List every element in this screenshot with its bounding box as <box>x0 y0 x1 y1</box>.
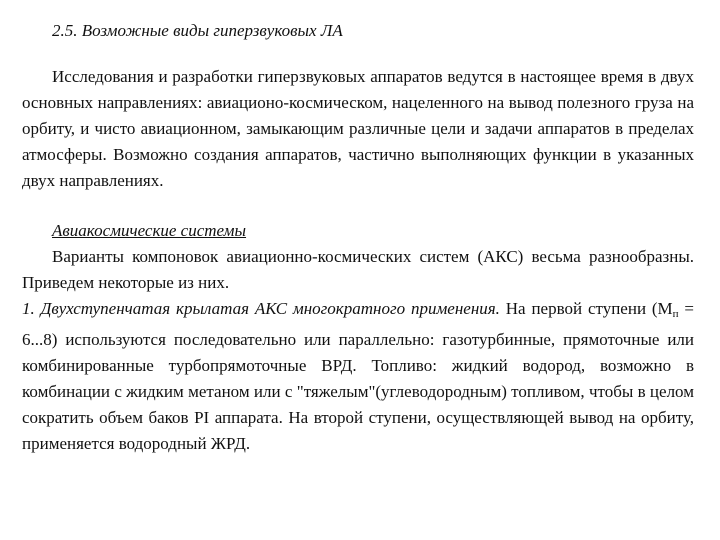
intro-paragraph: Исследования и разработки гиперзвуковых аппаратов ведутся в настоящее время в двух основных направлениях: авиационо-космическом, нацеленного на вывод полезного груза на орбиту, и чисто авиационном, замыкающим различные цели и задачи аппаратов в пределах атмосферы. Возможно создания аппаратов, частично выполняющих функции в указанных двух направлениях. <box>22 67 694 190</box>
section-heading: 2.5. Возможные виды гиперзвуковых ЛА <box>52 21 343 40</box>
document-page <box>22 20 694 457</box>
item-1-label: 1. Двухступенчатая крылатая АКС многократного применения. <box>22 299 500 318</box>
item-1-text-b: = 6...8) используются последовательно или параллельно: газотурбинные, прямоточные или комбинированные турбопрямоточные ВРД. Топливо: жидкий водород, возможно в комбинации с жидким метаном или с "тяжелым"(углеводородным) топливом, чтобы в целом сократить объем баков PI аппарата. На второй ступени, осуществляющей вывод на орбиту, применяется водородный ЖРД. <box>22 299 694 453</box>
variants-paragraph: Варианты компоновок авиационно-космических систем (АКС) весьма разнообразны. Приведем некоторые из них. <box>22 247 694 292</box>
item-1-paragraph <box>22 296 694 457</box>
subsection-heading: Авиакосмические системы <box>52 221 247 240</box>
item-1-subscript: п <box>672 308 679 320</box>
item-1-text-a: На первой ступени (М <box>505 299 673 318</box>
